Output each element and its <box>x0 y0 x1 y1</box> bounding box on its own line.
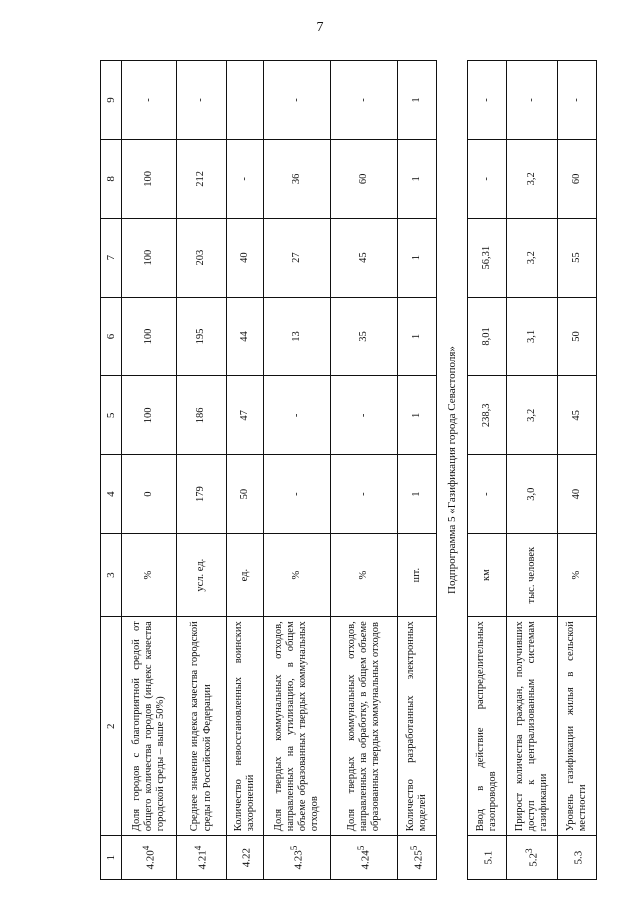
cell: 238,3 <box>468 376 507 455</box>
row-name: Доля городов с благоприятной средой от общего количества городов (индекс качества городской среды – выше 50%) <box>122 617 177 836</box>
row-code: 5.1 <box>468 836 507 880</box>
cell: - <box>468 61 507 140</box>
row-unit: % <box>122 534 177 617</box>
cell: 100 <box>122 297 177 376</box>
cell: 47 <box>227 376 264 455</box>
cell: 1 <box>398 139 437 218</box>
col-header: 7 <box>101 218 122 297</box>
row-unit: тыс. человек <box>507 534 558 617</box>
row-name: Количество разработанных электронных моделей <box>398 617 437 836</box>
col-header: 8 <box>101 139 122 218</box>
cell: 100 <box>122 218 177 297</box>
cell: 1 <box>398 61 437 140</box>
cell: 45 <box>558 376 597 455</box>
cell: 36 <box>264 139 331 218</box>
table-row <box>468 61 507 880</box>
cell: 13 <box>264 297 331 376</box>
col-header: 5 <box>101 376 122 455</box>
cell: - <box>468 139 507 218</box>
cell: - <box>558 61 597 140</box>
cell: 3,1 <box>507 297 558 376</box>
cell: 179 <box>177 455 227 534</box>
cell: 3,2 <box>507 139 558 218</box>
cell: 100 <box>122 376 177 455</box>
cell: 44 <box>227 297 264 376</box>
cell: 50 <box>558 297 597 376</box>
cell: - <box>331 455 398 534</box>
cell: 35 <box>331 297 398 376</box>
row-unit: усл. ед. <box>177 534 227 617</box>
row-name: Ввод в действие распределительных газопроводов <box>468 617 507 836</box>
cell: - <box>264 376 331 455</box>
table-row <box>122 61 177 880</box>
row-name: Прирост количества граждан, получивших доступ к централизованным системам газификации <box>507 617 558 836</box>
col-header: 3 <box>101 534 122 617</box>
cell: - <box>331 376 398 455</box>
cell: 195 <box>177 297 227 376</box>
table-row <box>331 61 398 880</box>
cell: 45 <box>331 218 398 297</box>
cell <box>227 61 264 140</box>
cell: 203 <box>177 218 227 297</box>
cell: 186 <box>177 376 227 455</box>
col-header: 4 <box>101 455 122 534</box>
cell: 1 <box>398 455 437 534</box>
cell: 27 <box>264 218 331 297</box>
row-unit: км <box>468 534 507 617</box>
row-unit: % <box>558 534 597 617</box>
cell: 1 <box>398 218 437 297</box>
cell: 40 <box>558 455 597 534</box>
cell: 40 <box>227 218 264 297</box>
row-code: 4.20$^4$ <box>122 836 177 880</box>
col-header: 2 <box>101 617 122 836</box>
row-code: 4.21$^4$ <box>177 836 227 880</box>
cell: 8,01 <box>468 297 507 376</box>
row-code: 4.24$^5$ <box>331 836 398 880</box>
row-unit: % <box>264 534 331 617</box>
cell: 100 <box>122 139 177 218</box>
cell: 60 <box>331 139 398 218</box>
page-number: 7 <box>316 20 324 35</box>
row-code: 4.22 <box>227 836 264 880</box>
indicators-table <box>100 60 597 880</box>
row-name: Количество невосстановленных воинских захоронений <box>227 617 264 836</box>
cell: 50 <box>227 455 264 534</box>
cell: 1 <box>398 297 437 376</box>
cell: - <box>507 61 558 140</box>
cell: 3,2 <box>507 376 558 455</box>
cell: - <box>122 61 177 140</box>
table-row <box>558 61 597 880</box>
row-name: Уровень газификации жилья в сельской местности <box>558 617 597 836</box>
cell: 60 <box>558 139 597 218</box>
cell: 56,31 <box>468 218 507 297</box>
row-code: 5.3 <box>558 836 597 880</box>
table-row <box>177 61 227 880</box>
cell: - <box>227 139 264 218</box>
col-header: 1 <box>101 836 122 880</box>
row-code: 4.25$^5$ <box>398 836 437 880</box>
subprogram-row <box>437 61 468 880</box>
row-unit: % <box>331 534 398 617</box>
table-row <box>398 61 437 880</box>
subprogram-title: Подпрограмма 5 «Газификация города Севастополя» <box>437 61 468 880</box>
table-row <box>227 61 264 880</box>
cell: - <box>264 61 331 140</box>
cell: 1 <box>398 376 437 455</box>
row-name: Доля твердых коммунальных отходов, направленных на утилизацию, в общем объеме образованных твердых коммунальных отходов <box>264 617 331 836</box>
cell: 3,2 <box>507 218 558 297</box>
row-unit: шт. <box>398 534 437 617</box>
cell: 55 <box>558 218 597 297</box>
table-row <box>264 61 331 880</box>
row-name: Доля твердых коммунальных отходов, направленных на обработку, в общем объеме образованных твердых коммунальных отходов <box>331 617 398 836</box>
row-code: $5.2^3$ <box>507 836 558 880</box>
cell: - <box>331 61 398 140</box>
col-header: 9 <box>101 61 122 140</box>
col-header: 6 <box>101 297 122 376</box>
cell: - <box>468 455 507 534</box>
row-code: 4.23$^5$ <box>264 836 331 880</box>
rotated-table-container <box>100 60 630 880</box>
cell: - <box>264 455 331 534</box>
row-unit: ед. <box>227 534 264 617</box>
row-name: Среднее значение индекса качества городской среды по Российской Федерации <box>177 617 227 836</box>
cell: 212 <box>177 139 227 218</box>
header-row <box>101 61 122 880</box>
cell: - <box>177 61 227 140</box>
table-row <box>507 61 558 880</box>
cell: 3,0 <box>507 455 558 534</box>
cell: 0 <box>122 455 177 534</box>
